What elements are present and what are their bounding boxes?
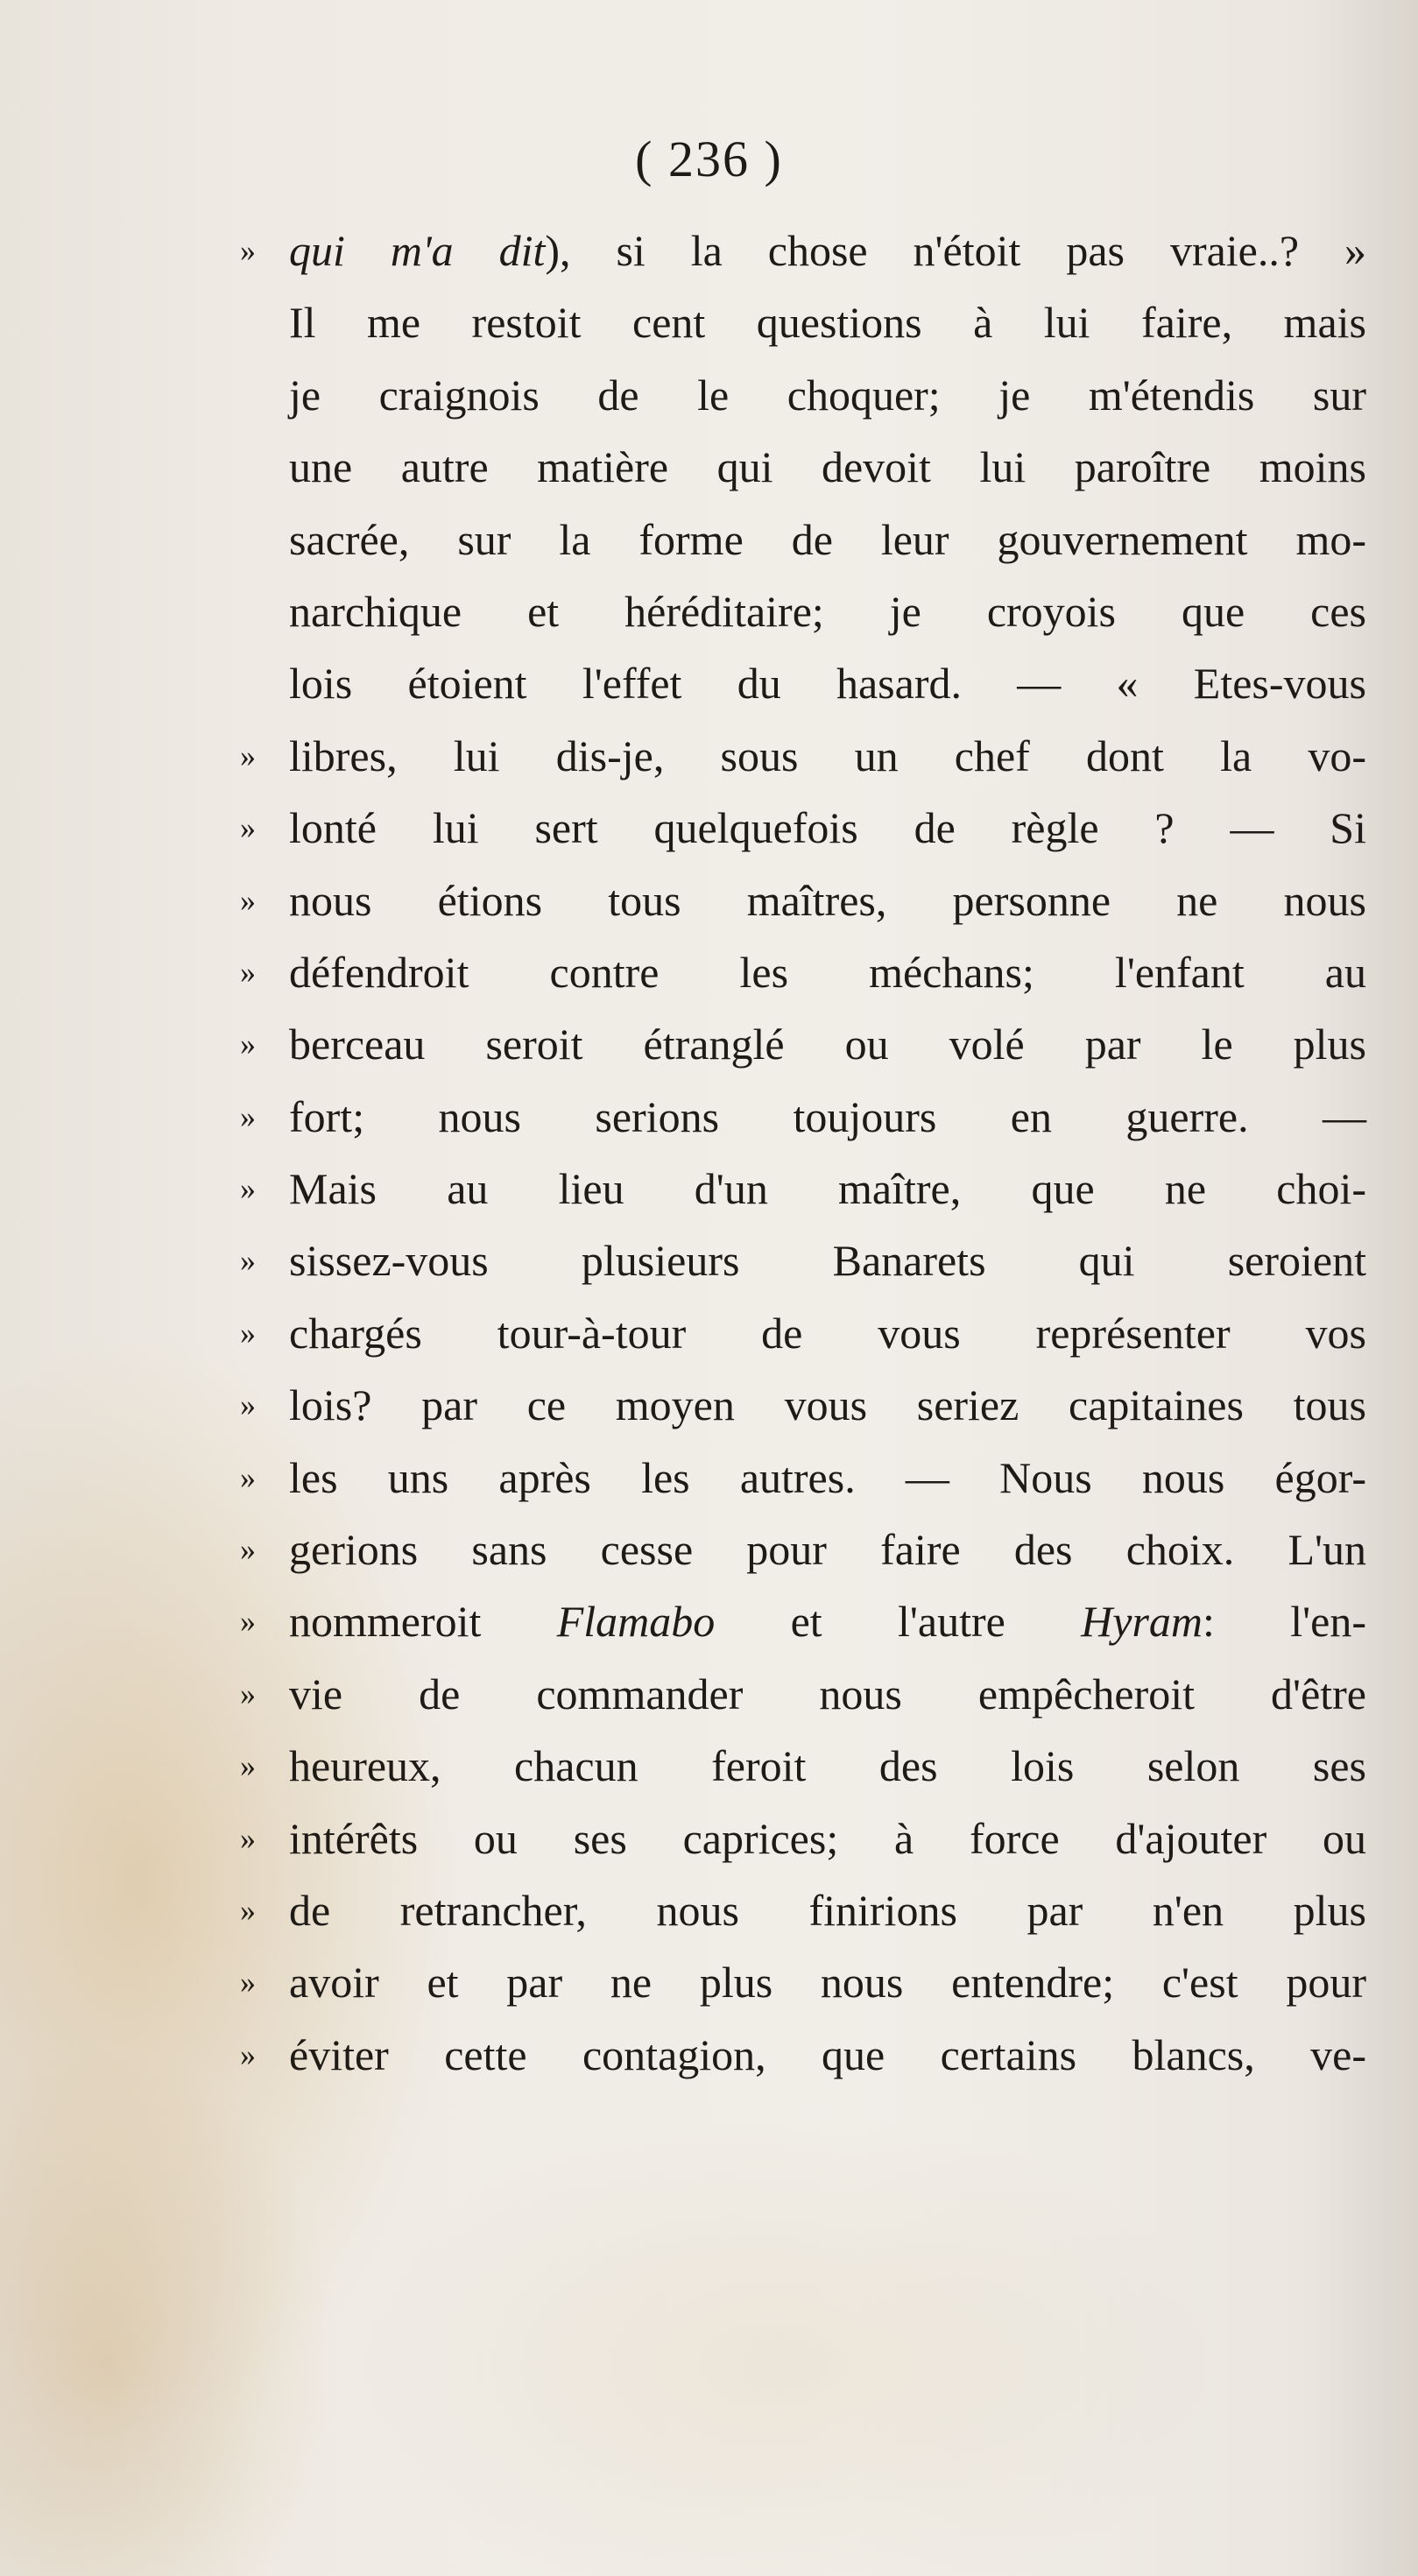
line-text [289, 2019, 1366, 2091]
quote-marker: » [240, 1027, 256, 1062]
text-block [240, 215, 1366, 2091]
line-text [289, 1008, 1366, 1080]
quote-marker: » [240, 1171, 256, 1207]
text-line [240, 1874, 1366, 1946]
line-text [289, 936, 1366, 1008]
line-text [289, 1658, 1366, 1730]
quote-marker: » [240, 233, 256, 268]
roman-text: berceau seroit étranglé ou volé par le plus [289, 1020, 1366, 1069]
line-text [289, 1369, 1366, 1441]
line-text [289, 431, 1366, 503]
line-text [289, 1946, 1366, 2018]
italic-text: qui m'a dit [289, 226, 546, 275]
quote-marker: » [240, 738, 256, 773]
italic-text: Hyram [1081, 1597, 1203, 1647]
roman-text: je craignois de le choquer; je m'étendis sur [289, 370, 1366, 420]
roman-text: lonté lui sert quelquefois de règle ? — Si [289, 803, 1366, 853]
quote-marker: » [240, 1676, 256, 1711]
roman-text: chargés tour-à-tour de vous représenter vos [289, 1308, 1366, 1358]
text-line [240, 720, 1366, 792]
roman-text: et l'autre [715, 1597, 1082, 1647]
line-text [289, 575, 1366, 647]
roman-text: sacrée, sur la forme de leur gouvernement mo- [289, 514, 1366, 564]
text-line [289, 575, 1366, 647]
roman-text: heureux, chacun feroit des lois selon ses [289, 1741, 1366, 1791]
text-line [289, 504, 1366, 575]
quote-marker: » [240, 1820, 256, 1856]
roman-text: vie de commander nous empêcheroit d'être [289, 1669, 1366, 1719]
quote-marker: » [240, 1315, 256, 1351]
roman-text: lois? par ce moyen vous seriez capitaines tous [289, 1380, 1366, 1430]
roman-text: libres, lui dis-je, sous un chef dont la vo- [289, 730, 1366, 780]
roman-text: avoir et par ne plus nous entendre; c'est pour [289, 1958, 1366, 2008]
quote-marker: » [240, 1532, 256, 1568]
line-text [289, 1874, 1366, 1946]
roman-text: éviter cette contagion, que certains blancs, ve- [289, 2029, 1366, 2079]
text-line [289, 647, 1366, 719]
quote-marker: » [240, 1892, 256, 1928]
text-line [240, 1224, 1366, 1296]
roman-text: les uns après les autres. — Nous nous égor- [289, 1452, 1366, 1502]
quote-marker: » [240, 1459, 256, 1495]
quote-marker: » [240, 954, 256, 990]
line-text [289, 1514, 1366, 1585]
roman-text: Mais au lieu d'un maître, que ne choi- [289, 1164, 1366, 1214]
roman-text: narchique et héréditaire; je croyois que ces [289, 586, 1366, 636]
roman-text: une autre matière qui devoit lui paroître moins [289, 442, 1366, 492]
text-line [240, 215, 1366, 286]
line-text [289, 1081, 1366, 1153]
roman-text: gerions sans cesse pour faire des choix. L'un [289, 1525, 1366, 1575]
text-line [240, 1442, 1366, 1514]
text-line [289, 431, 1366, 503]
italic-text: Flamabo [556, 1597, 716, 1647]
line-text [289, 1730, 1366, 1802]
text-line [240, 936, 1366, 1008]
roman-text: : l'en- [1203, 1597, 1366, 1647]
text-line [240, 1297, 1366, 1369]
text-line [240, 1153, 1366, 1224]
line-text [289, 504, 1366, 575]
quote-marker: » [240, 2036, 256, 2072]
text-line [289, 286, 1366, 358]
roman-text: intérêts ou ses caprices; à force d'ajouter ou [289, 1813, 1366, 1863]
line-text [289, 647, 1366, 719]
roman-text: fort; nous serions toujours en guerre. — [289, 1091, 1366, 1141]
roman-text: sissez-vous plusieurs Banarets qui seroient [289, 1236, 1366, 1286]
quote-marker: » [240, 1965, 256, 2001]
roman-text: nommeroit [289, 1597, 557, 1647]
quote-marker: » [240, 882, 256, 918]
page-number: ( 236 ) [635, 131, 783, 187]
line-text [289, 1224, 1366, 1296]
line-text [289, 1442, 1366, 1514]
quote-marker: » [240, 1387, 256, 1423]
quote-marker: » [240, 810, 256, 846]
text-line [240, 1803, 1366, 1874]
line-text [289, 359, 1366, 431]
text-line [240, 1658, 1366, 1730]
line-text [289, 286, 1366, 358]
text-line [240, 2019, 1366, 2091]
line-text [289, 1803, 1366, 1874]
roman-text: de retrancher, nous finirions par n'en plus [289, 1885, 1366, 1935]
quote-marker: » [240, 1604, 256, 1640]
text-line [240, 792, 1366, 864]
roman-text: lois étoient l'effet du hasard. — « Etes-vous [289, 659, 1366, 709]
roman-text: nous étions tous maîtres, personne ne nous [289, 875, 1366, 925]
quote-marker: » [240, 1098, 256, 1134]
text-line [289, 359, 1366, 431]
text-line [240, 1081, 1366, 1153]
text-line [240, 1730, 1366, 1802]
quote-marker: » [240, 1243, 256, 1279]
roman-text: défendroit contre les méchans; l'enfant au [289, 947, 1366, 997]
text-line [240, 1514, 1366, 1585]
text-line [240, 865, 1366, 936]
text-line [240, 1008, 1366, 1080]
line-text [289, 1297, 1366, 1369]
line-text [289, 792, 1366, 864]
line-text [289, 215, 1366, 286]
roman-text: ), si la chose n'étoit pas vraie..? » [545, 226, 1366, 275]
text-line [240, 1369, 1366, 1441]
line-text [289, 1153, 1366, 1224]
roman-text: Il me restoit cent questions à lui faire, mais [289, 298, 1366, 348]
text-line [240, 1946, 1366, 2018]
line-text [289, 720, 1366, 792]
line-text [289, 1585, 1366, 1657]
line-text [289, 865, 1366, 936]
text-line [240, 1585, 1366, 1657]
quote-marker: » [240, 1748, 256, 1784]
